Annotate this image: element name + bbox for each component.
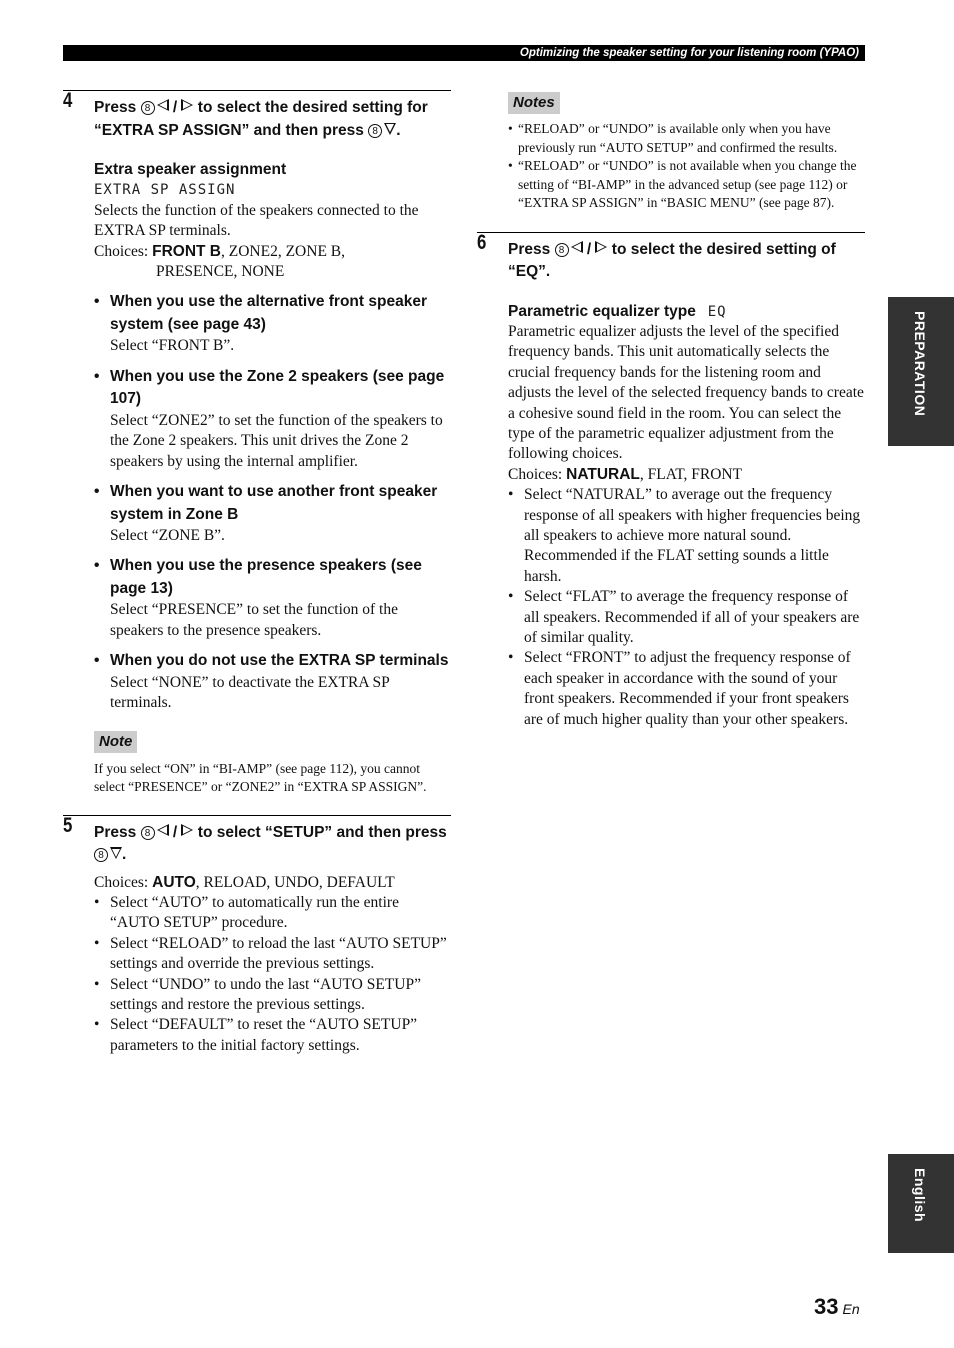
down-arrow-icon: [110, 847, 122, 859]
bullet-heading: • When you use the alternative front speaker system (see page 43): [94, 291, 451, 336]
note-label: Note: [94, 731, 137, 753]
list-item: • Select “FLAT” to average the frequency response of all speakers. Recommended if all of your speakers are of similar quality.: [508, 587, 865, 648]
tab-label: English: [912, 1168, 928, 1223]
bullet-item: [94, 366, 451, 472]
default-choice: AUTO: [152, 873, 196, 891]
bullet-body: Select “NONE” to deactivate the EXTRA SP terminals.: [110, 673, 390, 712]
preparation-tab: [888, 297, 954, 446]
left-arrow-icon: [571, 241, 583, 253]
list-item: • “RELOAD” or “UNDO” is available only when you have previously run “AUTO SETUP” and confirmed the results.: [508, 120, 865, 157]
description: Parametric equalizer adjusts the level of the specified frequency bands. This unit automatically selects the crucial frequency bands for the listening room and adjusts the level of the selected frequency bands to create a cohesive sound field in the room. You can select the type of the parametric equalizer adjustment from the following choices.: [508, 322, 864, 463]
display-text: EQ: [707, 303, 727, 320]
step-instruction: Press 8 / to select the desired setting of “EQ”.: [508, 240, 836, 280]
bullet-heading: • When you use the Zone 2 speakers (see page 107): [94, 366, 451, 411]
list-item: • Select “FRONT” to adjust the frequency response of each speaker in accordance with the sound of your front speakers. Recommended if your front speakers are of much higher quality than your other speakers.: [508, 648, 865, 730]
left-arrow-icon: [157, 99, 169, 111]
bullet-heading: • When you want to use another front speaker system in Zone B: [94, 481, 451, 526]
bullet-body: Select “FRONT B”.: [110, 337, 235, 355]
choices: Choices: NATURAL, FLAT, FRONT: [508, 465, 743, 483]
right-arrow-icon: [181, 99, 193, 111]
display-text: EXTRA SP ASSIGN: [94, 182, 236, 199]
button-8-icon: 8: [368, 124, 382, 138]
bullet-body: Select “PRESENCE” to set the function of the speakers to the presence speakers.: [110, 601, 398, 639]
list-item: • Select “UNDO” to undo the last “AUTO SETUP” settings and restore the previous settings.: [94, 975, 451, 1016]
button-8-icon: 8: [141, 101, 155, 115]
subhead-eq: Parametric equalizer type: [508, 302, 696, 320]
step-4: [63, 90, 451, 815]
choices: Choices: AUTO, RELOAD, UNDO, DEFAULT: [94, 873, 395, 891]
list-item: • Select “RELOAD” to reload the last “AUTO SETUP” settings and override the previous settings.: [94, 934, 451, 975]
subhead-extra-speaker: Extra speaker assignment: [94, 161, 287, 178]
bullet-body: Select “ZONE B”.: [110, 527, 225, 545]
list-item: • “RELOAD” or “UNDO” is not available when you change the setting of “BI-AMP” in the advanced setup (see page 112) or “EXTRA SP ASSIGN” in “BASIC MENU” (see page 87).: [508, 157, 865, 213]
subhead-row: [508, 302, 865, 322]
step-number: 6: [477, 230, 487, 254]
notes-label: Notes: [508, 92, 560, 114]
list-item: • Select “NATURAL” to average out the frequency response of all speakers with higher frequencies being all speakers to achieve more natural sound. Recommended if the FLAT setting sounds a little harsh.: [508, 485, 865, 587]
section-title: Optimizing the speaker setting for your listening room (YPAO): [519, 47, 859, 59]
step-5: [63, 815, 451, 1057]
header-bar: [63, 45, 865, 61]
note-text: If you select “ON” in “BI-AMP” (see page 112), you cannot select “PRESENCE” or “ZONE2” in “EXTRA SP ASSIGN”.: [94, 760, 427, 795]
step-number: 4: [63, 89, 73, 112]
step-instruction: Press 8 / to select the desired setting for “EXTRA SP ASSIGN” and then press 8 .: [94, 99, 428, 139]
bullet-item: [94, 291, 451, 356]
option-list: [508, 485, 865, 730]
default-choice: FRONT B: [152, 242, 222, 260]
button-8-icon: 8: [94, 848, 108, 862]
option-list: [94, 893, 451, 1056]
left-arrow-icon: [157, 824, 169, 836]
list-item: • Select “DEFAULT” to reset the “AUTO SETUP” parameters to the initial factory settings.: [94, 1015, 451, 1056]
bullet-body: Select “ZONE2” to set the function of the speakers to the Zone 2 speakers. This unit drives the Zone 2 speakers by using the internal amplifier.: [110, 411, 443, 470]
step-6: [477, 232, 865, 731]
list-item: • Select “AUTO” to automatically run the entire “AUTO SETUP” procedure.: [94, 893, 451, 934]
page-number: 33 En: [814, 1294, 860, 1319]
english-tab: [888, 1154, 954, 1253]
left-column: [63, 90, 451, 1056]
default-choice: NATURAL: [566, 465, 640, 483]
button-8-icon: 8: [141, 826, 155, 840]
step-instruction: Press 8 / to select “SETUP” and then press 8 .: [94, 823, 447, 864]
step-number: 5: [63, 813, 73, 837]
choices: Choices: FRONT B, ZONE2, ZONE B,: [94, 242, 346, 260]
right-arrow-icon: [595, 241, 607, 253]
bullet-heading: • When you use the presence speakers (see page 13): [94, 555, 451, 600]
right-arrow-icon: [181, 824, 193, 836]
button-8-icon: 8: [555, 243, 569, 257]
choices-continued: PRESENCE, NONE: [156, 263, 285, 281]
bullet-item: [94, 650, 451, 713]
tab-label: PREPARATION: [912, 311, 928, 417]
description: Selects the function of the speakers connected to the EXTRA SP terminals.: [94, 201, 419, 240]
right-column: [477, 90, 865, 730]
bullet-item: [94, 481, 451, 546]
down-arrow-icon: [384, 123, 396, 135]
notes-list: [477, 120, 865, 213]
bullet-item: [94, 555, 451, 641]
bullet-heading: • When you do not use the EXTRA SP terminals: [94, 650, 451, 673]
